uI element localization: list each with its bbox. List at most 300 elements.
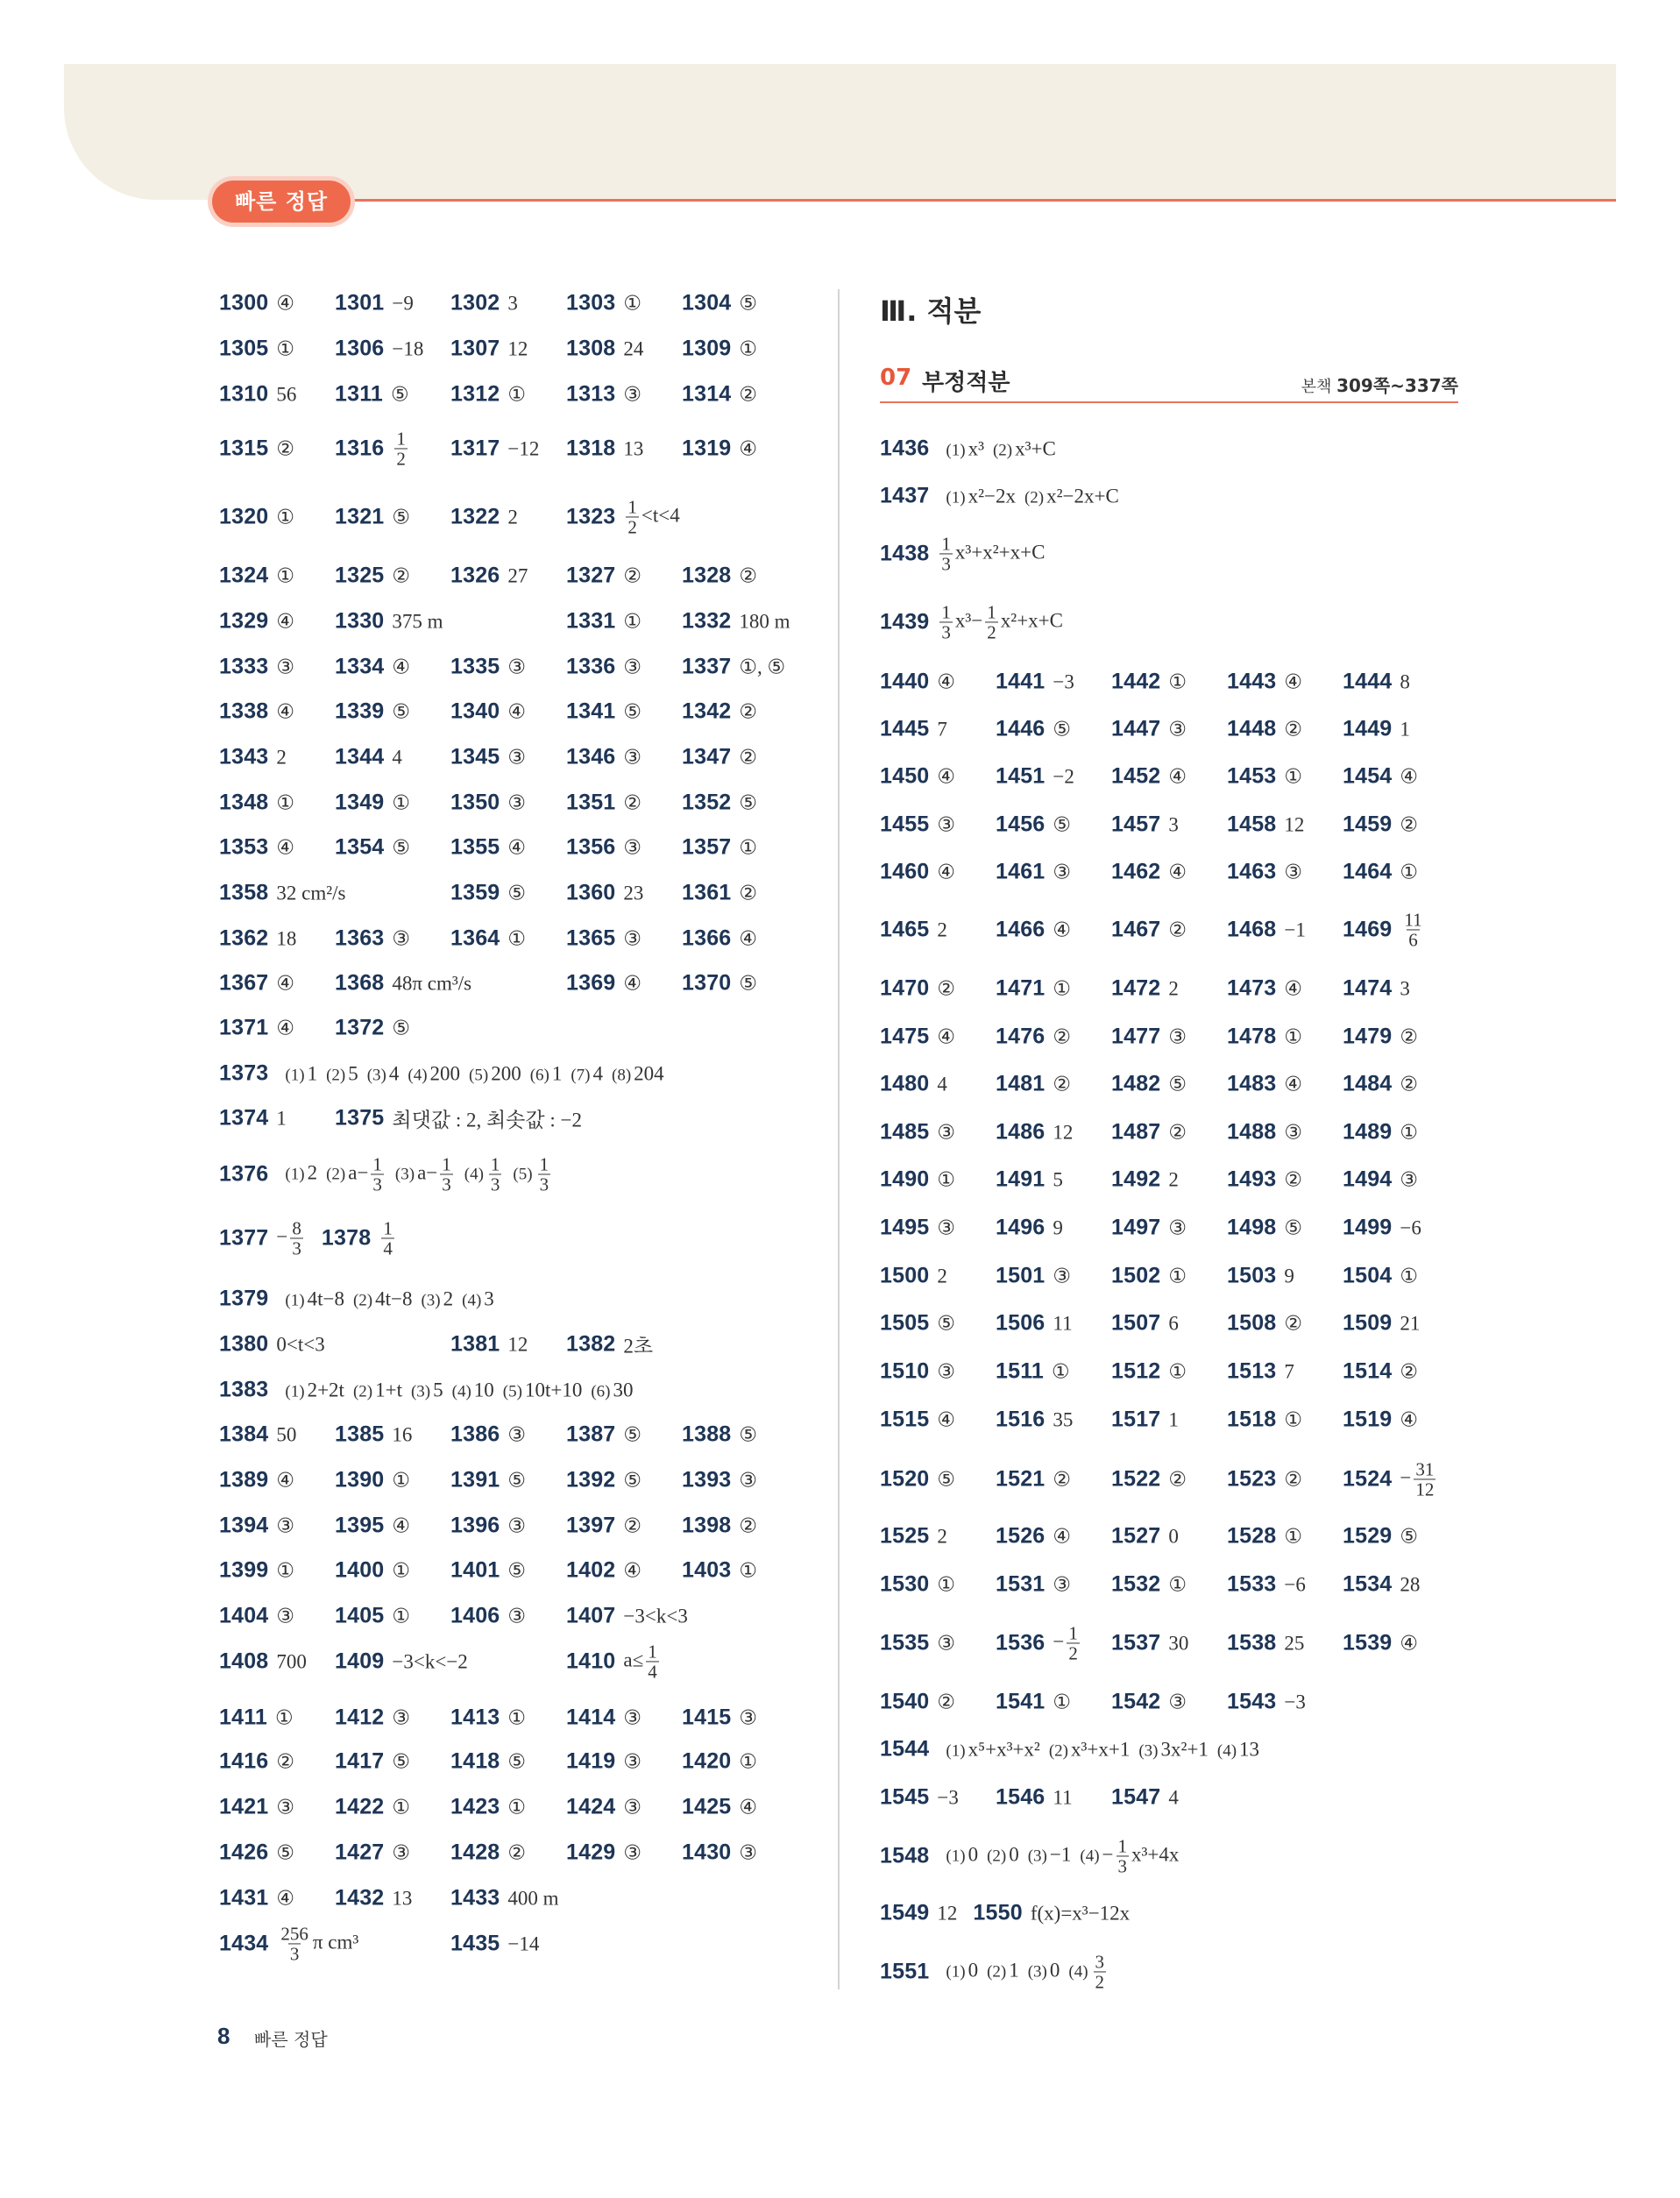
answer-item: [1111, 1359, 1187, 1385]
answer-slot: [996, 1785, 1073, 1811]
answer-slot: [682, 926, 757, 952]
answer-value: ③: [1168, 1216, 1187, 1238]
answer-slot: [1343, 976, 1410, 1002]
answer-value: ④: [1284, 1073, 1303, 1095]
answer-slot: [566, 382, 642, 408]
problem-number: 1356: [566, 834, 616, 860]
problem-number: 1414: [566, 1705, 616, 1730]
answer-slot: [996, 860, 1071, 885]
answer-line: [219, 1218, 397, 1258]
fraction-denominator: 12: [1415, 1478, 1435, 1500]
answer-text: 30: [613, 1379, 634, 1400]
answer-text: 10: [473, 1379, 494, 1400]
answer-item: [1227, 1359, 1294, 1385]
problem-number: 1453: [1227, 763, 1277, 789]
problem-number: 1444: [1343, 669, 1393, 694]
answer-value: −14: [507, 1932, 540, 1954]
answer-item: [1111, 1524, 1179, 1549]
answer-item: [450, 1558, 526, 1584]
answer-slot: [1227, 1407, 1302, 1433]
problem-number: 1500: [880, 1263, 930, 1288]
problem-number: 1536: [996, 1630, 1046, 1656]
answer-slot: [1227, 1631, 1304, 1656]
problem-number: 1486: [996, 1119, 1046, 1145]
problem-number: 1451: [996, 763, 1046, 789]
problem-number: 1489: [1343, 1119, 1393, 1145]
problem-number: 1531: [996, 1571, 1046, 1597]
answer-item: [450, 1886, 559, 1911]
answer-value: ④: [937, 765, 956, 787]
answer-slot: [566, 1795, 642, 1820]
answer-value: 2: [1168, 1168, 1179, 1190]
answer-value: ①: [276, 1559, 295, 1581]
answer-value: 1: [276, 1107, 287, 1129]
fraction-numerator: 1: [941, 601, 951, 623]
answer-slot: [219, 564, 294, 589]
answer-text: <t<4: [641, 504, 680, 527]
problem-number: 1304: [682, 290, 732, 316]
problem-number: 1432: [335, 1885, 385, 1911]
problem-number: 1508: [1227, 1310, 1277, 1336]
fraction-denominator: 2: [1095, 1971, 1105, 1993]
answer-item: [566, 835, 642, 861]
answer-item: [1343, 764, 1418, 790]
answer-text: 0: [968, 1959, 979, 1982]
problem-number: 1370: [682, 970, 732, 996]
problem-number: 1401: [450, 1557, 500, 1583]
answer-item: [996, 1359, 1070, 1385]
problem-number: 1479: [1343, 1024, 1393, 1049]
answer-value: ②: [1400, 1073, 1419, 1095]
answer-item: [450, 1514, 526, 1539]
answer-value: ①: [623, 610, 642, 632]
answer-item: [1111, 918, 1187, 943]
problem-number: 1402: [566, 1557, 616, 1583]
answer-item: [1227, 1690, 1306, 1715]
answer-slot: [566, 699, 642, 725]
problem-number: 1382: [566, 1331, 616, 1357]
problem-number: 1457: [1111, 812, 1161, 837]
answer-item: [880, 1572, 955, 1598]
answer-text: x³+4x: [1131, 1843, 1180, 1866]
answer-item: [566, 791, 642, 816]
answer-slot: [1111, 670, 1187, 695]
answer-value: ⑤: [623, 1469, 642, 1491]
answer-item: [996, 1025, 1071, 1050]
problem-number: 1514: [1343, 1358, 1393, 1384]
problem-number: 1488: [1227, 1119, 1277, 1145]
answer-slot: [996, 1407, 1073, 1433]
problem-number: 1465: [880, 917, 930, 942]
answer-value: ④: [1168, 861, 1187, 883]
answer-value: [276, 1379, 633, 1401]
problem-number: 1319: [682, 436, 732, 461]
answer-slot: [880, 1572, 955, 1598]
problem-number: 1358: [219, 880, 269, 905]
fraction-numerator: 1: [648, 1641, 657, 1663]
answer-item: [219, 1061, 664, 1087]
problem-number: 1519: [1343, 1407, 1393, 1432]
answer-text: 2: [443, 1287, 454, 1309]
answer-slot: [1227, 860, 1302, 885]
answer-value: ④: [739, 1796, 758, 1818]
answer-slot: [219, 1795, 294, 1820]
answer-value: 56: [276, 383, 297, 405]
answer-item: [335, 1422, 412, 1448]
problem-number: 1425: [682, 1794, 732, 1819]
answer-value: ①: [276, 791, 295, 813]
problem-number: 1477: [1111, 1024, 1161, 1049]
answer-slot: [219, 699, 294, 725]
answer-slot: [566, 1514, 642, 1539]
answer-value: ③: [623, 656, 642, 677]
problem-number: 1327: [566, 563, 616, 588]
answer-slot: [450, 1514, 526, 1539]
sub-question-label: (4): [464, 1165, 484, 1184]
answer-slot: [880, 1025, 955, 1050]
answer-slot: [219, 1332, 325, 1358]
answer-item: [880, 1836, 1179, 1875]
problem-number: 1305: [219, 336, 269, 361]
answer-item: [219, 926, 296, 952]
problem-number: 1493: [1227, 1166, 1277, 1192]
answer-slot: [219, 1514, 294, 1539]
answer-item: [880, 976, 955, 1002]
answer-value: ②: [276, 1750, 295, 1772]
answer-slot: [566, 971, 642, 996]
answer-value: ③: [507, 1514, 527, 1536]
problem-number: 1549: [880, 1900, 930, 1925]
answer-slot: [1343, 1216, 1421, 1241]
answer-slot: [1111, 1072, 1187, 1097]
problem-number: 1380: [219, 1331, 269, 1357]
answer-value: ④: [276, 1017, 295, 1039]
problem-number: 1374: [219, 1105, 269, 1131]
answer-slot: [1227, 1524, 1302, 1549]
answer-value: ⑤: [937, 1468, 956, 1490]
answer-slot: [996, 1359, 1070, 1385]
answer-item: [219, 745, 287, 770]
answer-item: [450, 1749, 526, 1775]
problem-number: 1378: [321, 1225, 372, 1251]
answer-slot: [219, 835, 294, 861]
answer-value: ②: [1400, 1025, 1419, 1047]
sub-question-label: (3): [394, 1165, 415, 1184]
answer-value: ①: [937, 1573, 956, 1595]
problem-number: 1341: [566, 698, 616, 724]
answer-value: −6: [1400, 1216, 1421, 1238]
answer-text: 4t−8: [375, 1287, 413, 1309]
answer-item: [880, 1167, 955, 1193]
answer-value: ③: [1053, 1265, 1072, 1287]
problem-number: 1513: [1227, 1358, 1277, 1384]
answer-value: ③: [623, 383, 642, 405]
answer-value: ⑤: [507, 1750, 527, 1772]
answer-value: ①: [1168, 1573, 1187, 1595]
answer-line: [219, 1287, 494, 1312]
problem-number: 1551: [880, 1959, 930, 1984]
answer-value: ②: [739, 564, 758, 586]
answer-item: [219, 505, 294, 530]
answer-item: [219, 1332, 325, 1358]
answer-slot: [1111, 1467, 1187, 1493]
answer-slot: [880, 860, 955, 885]
answer-slot: [996, 1690, 1071, 1715]
answer-value: ③: [623, 1750, 642, 1772]
answer-value: ④: [1168, 765, 1187, 787]
fraction-numerator: 1: [987, 601, 996, 623]
problem-number: 1411: [219, 1705, 268, 1730]
answer-item: [996, 812, 1071, 838]
answer-item: [1343, 670, 1410, 695]
answer-slot: [1227, 1572, 1306, 1598]
answer-slot: [880, 1072, 947, 1097]
problem-number: 1438: [880, 541, 930, 566]
answer-text: 0: [1049, 1959, 1060, 1982]
problem-number: 1311: [335, 381, 384, 407]
problem-number: 1450: [880, 763, 930, 789]
answer-value: ④: [392, 656, 411, 677]
answer-text: a≤: [623, 1648, 644, 1671]
problem-number: 1339: [335, 698, 385, 724]
answer-value: 23: [623, 882, 644, 904]
problem-number: 1434: [219, 1931, 269, 1956]
answer-slot: [682, 1514, 757, 1539]
answer-slot: [450, 1749, 526, 1775]
sub-question-label: (4): [408, 1066, 428, 1084]
answer-slot: [566, 1558, 642, 1584]
answer-slot: [996, 918, 1071, 943]
answer-value: [937, 602, 1063, 642]
answer-line: [219, 1154, 553, 1194]
answer-item: [450, 505, 518, 530]
answer-value: 2: [937, 1525, 947, 1547]
answer-slot: [450, 1795, 526, 1820]
fraction-denominator: 3: [372, 1173, 382, 1195]
answer-slot: [996, 670, 1074, 695]
answer-slot: [450, 382, 526, 408]
fraction: [290, 1218, 303, 1258]
answer-item: [335, 699, 410, 725]
problem-number: 1303: [566, 290, 616, 316]
answer-slot: [566, 1604, 688, 1629]
answer-value: ①: [507, 1796, 527, 1818]
answer-slot: [335, 1840, 410, 1866]
answer-slot: [880, 1120, 955, 1145]
answer-slot: [1111, 1785, 1179, 1811]
answer-value: ③: [1284, 1121, 1303, 1143]
problem-number: 1334: [335, 654, 385, 679]
problem-number: 1417: [335, 1748, 385, 1774]
answer-slot: [682, 1558, 757, 1584]
answer-value: 4: [1168, 1786, 1179, 1808]
answer-value: ③: [1053, 1573, 1072, 1595]
answer-value: ①: [1400, 1121, 1419, 1143]
answer-item: [996, 1690, 1071, 1715]
sub-question-label: (1): [946, 441, 966, 459]
answer-item: [566, 1749, 642, 1775]
answer-slot: [1227, 1216, 1302, 1241]
answer-item: [219, 655, 294, 680]
answer-text: 1: [307, 1062, 318, 1084]
answer-slot: [880, 976, 955, 1002]
answer-slot: [1343, 764, 1418, 790]
answer-slot: [335, 1558, 410, 1584]
answer-slot: [450, 564, 528, 589]
answer-item: [335, 1104, 582, 1133]
answer-item: [880, 1952, 1109, 1991]
answer-value: ⑤: [391, 383, 409, 405]
answer-value: ⑤: [1053, 718, 1072, 740]
answer-item: [335, 1468, 410, 1493]
answer-item: [450, 745, 526, 770]
problem-number: 1455: [880, 812, 930, 837]
answer-slot: [1111, 1359, 1187, 1385]
answer-item: [880, 860, 955, 885]
sub-question-label: (6): [591, 1382, 611, 1400]
answer-value: ④: [276, 1887, 295, 1909]
chapter-page-range: [1301, 372, 1458, 397]
chapter-pages-prefix: 본책: [1301, 378, 1337, 396]
answer-value: ③: [392, 1841, 411, 1863]
problem-number: 1525: [880, 1523, 930, 1549]
answer-value: ④: [937, 1408, 956, 1430]
answer-value: ③: [937, 1360, 956, 1382]
answer-text: 204: [634, 1062, 664, 1084]
answer-value: ⑤: [392, 1017, 411, 1039]
problem-number: 1466: [996, 917, 1046, 942]
problem-number: 1511: [996, 1358, 1045, 1384]
problem-number: 1437: [880, 483, 930, 508]
problem-number: 1364: [450, 925, 500, 951]
answer-value: ③: [739, 1469, 758, 1491]
answer-value: ⑤: [392, 506, 411, 528]
fraction-numerator: 1: [1068, 1622, 1078, 1644]
answer-item: [880, 1407, 955, 1433]
answer-item: [880, 602, 1063, 642]
answer-item: [1343, 812, 1418, 838]
answer-slot: [1343, 860, 1418, 885]
answer-value: ①: [392, 1605, 411, 1627]
answer-value: ①: [623, 292, 642, 314]
answer-slot: [566, 1330, 653, 1359]
fraction-denominator: 3: [941, 621, 951, 643]
answer-item: [1227, 1467, 1302, 1493]
answer-item: [335, 1649, 468, 1675]
answer-slot: [996, 1072, 1071, 1097]
answer-value: ②: [1053, 1468, 1072, 1490]
answer-item: [1227, 1072, 1302, 1097]
answer-value: ⑤: [739, 1423, 758, 1445]
answer-value: ①: [1400, 1265, 1419, 1287]
answer-value: ⑤: [739, 972, 758, 994]
fraction-denominator: 3: [490, 1173, 500, 1195]
answer-item: [996, 1311, 1073, 1337]
problem-number: 1335: [450, 654, 500, 679]
answer-item: [219, 1468, 294, 1493]
answer-item: [682, 791, 757, 816]
answer-value: ③: [392, 1706, 411, 1728]
answer-value: ④: [276, 700, 295, 722]
answer-item: [996, 918, 1071, 943]
answer-item: [1343, 1216, 1421, 1241]
problem-number: 1430: [682, 1840, 732, 1865]
problem-number: 1317: [450, 436, 500, 461]
problem-number: 1471: [996, 975, 1046, 1001]
problem-number: 1398: [682, 1513, 732, 1538]
answer-value: 30: [1168, 1632, 1189, 1654]
answer-value: ②: [739, 1514, 758, 1536]
sub-question-label: (1): [946, 488, 966, 507]
answer-value: ⑤: [623, 1423, 642, 1445]
answer-slot: [219, 337, 294, 362]
answer-item: [880, 1264, 947, 1289]
problem-number: 1357: [682, 834, 732, 860]
answer-line: [880, 602, 1063, 642]
answer-item: [682, 609, 790, 635]
answer-slot: [450, 505, 518, 530]
problem-number: 1445: [880, 716, 930, 741]
fraction-numerator: 1: [627, 496, 637, 518]
answer-slot: [682, 382, 757, 408]
answer-text: x³+C: [1015, 437, 1056, 459]
answer-item: [880, 1311, 955, 1337]
problem-number: 1429: [566, 1840, 616, 1865]
answer-item: [219, 881, 346, 906]
answer-item: [996, 1120, 1073, 1145]
answer-slot: [682, 1840, 757, 1866]
answer-value: 32 cm²/s: [276, 882, 346, 904]
answer-item: [880, 812, 955, 838]
answer-value: ③: [739, 1706, 758, 1728]
answer-slot: [450, 791, 526, 816]
answer-item: [566, 1514, 642, 1539]
answer-text: x³+x+1: [1071, 1738, 1131, 1760]
answer-item: [335, 337, 423, 362]
answer-slot: [880, 1407, 955, 1433]
problem-number: 1503: [1227, 1263, 1277, 1288]
answer-slot: [335, 337, 423, 362]
answer-slot: [450, 926, 526, 952]
answer-slot: [1111, 1690, 1187, 1715]
answer-item: [880, 764, 955, 790]
answer-slot: [1343, 717, 1410, 742]
answer-value: 0: [1168, 1525, 1179, 1547]
problem-number: 1412: [335, 1705, 385, 1730]
problem-number: 1348: [219, 790, 269, 815]
problem-number: 1410: [566, 1648, 616, 1674]
answer-item: [335, 1840, 410, 1866]
answer-slot: [219, 881, 346, 906]
problem-number: 1501: [996, 1263, 1046, 1288]
answer-slot: [219, 745, 287, 770]
fraction: [371, 1154, 384, 1194]
answer-value: ③: [1400, 1168, 1419, 1190]
answer-value: ①: [1052, 1360, 1070, 1382]
answer-slot: [335, 1104, 582, 1133]
answer-item: [996, 1167, 1063, 1193]
answer-slot: [566, 497, 680, 536]
answer-item: [996, 1072, 1071, 1097]
answer-item: [996, 764, 1074, 790]
answer-value: ③: [1284, 861, 1303, 883]
answer-item: [880, 1072, 947, 1097]
fraction-numerator: 3: [1095, 1951, 1105, 1973]
answer-value: 12: [1284, 813, 1305, 835]
answer-slot: [996, 1264, 1071, 1289]
answer-text: 200: [429, 1062, 461, 1084]
answer-item: [880, 918, 947, 943]
